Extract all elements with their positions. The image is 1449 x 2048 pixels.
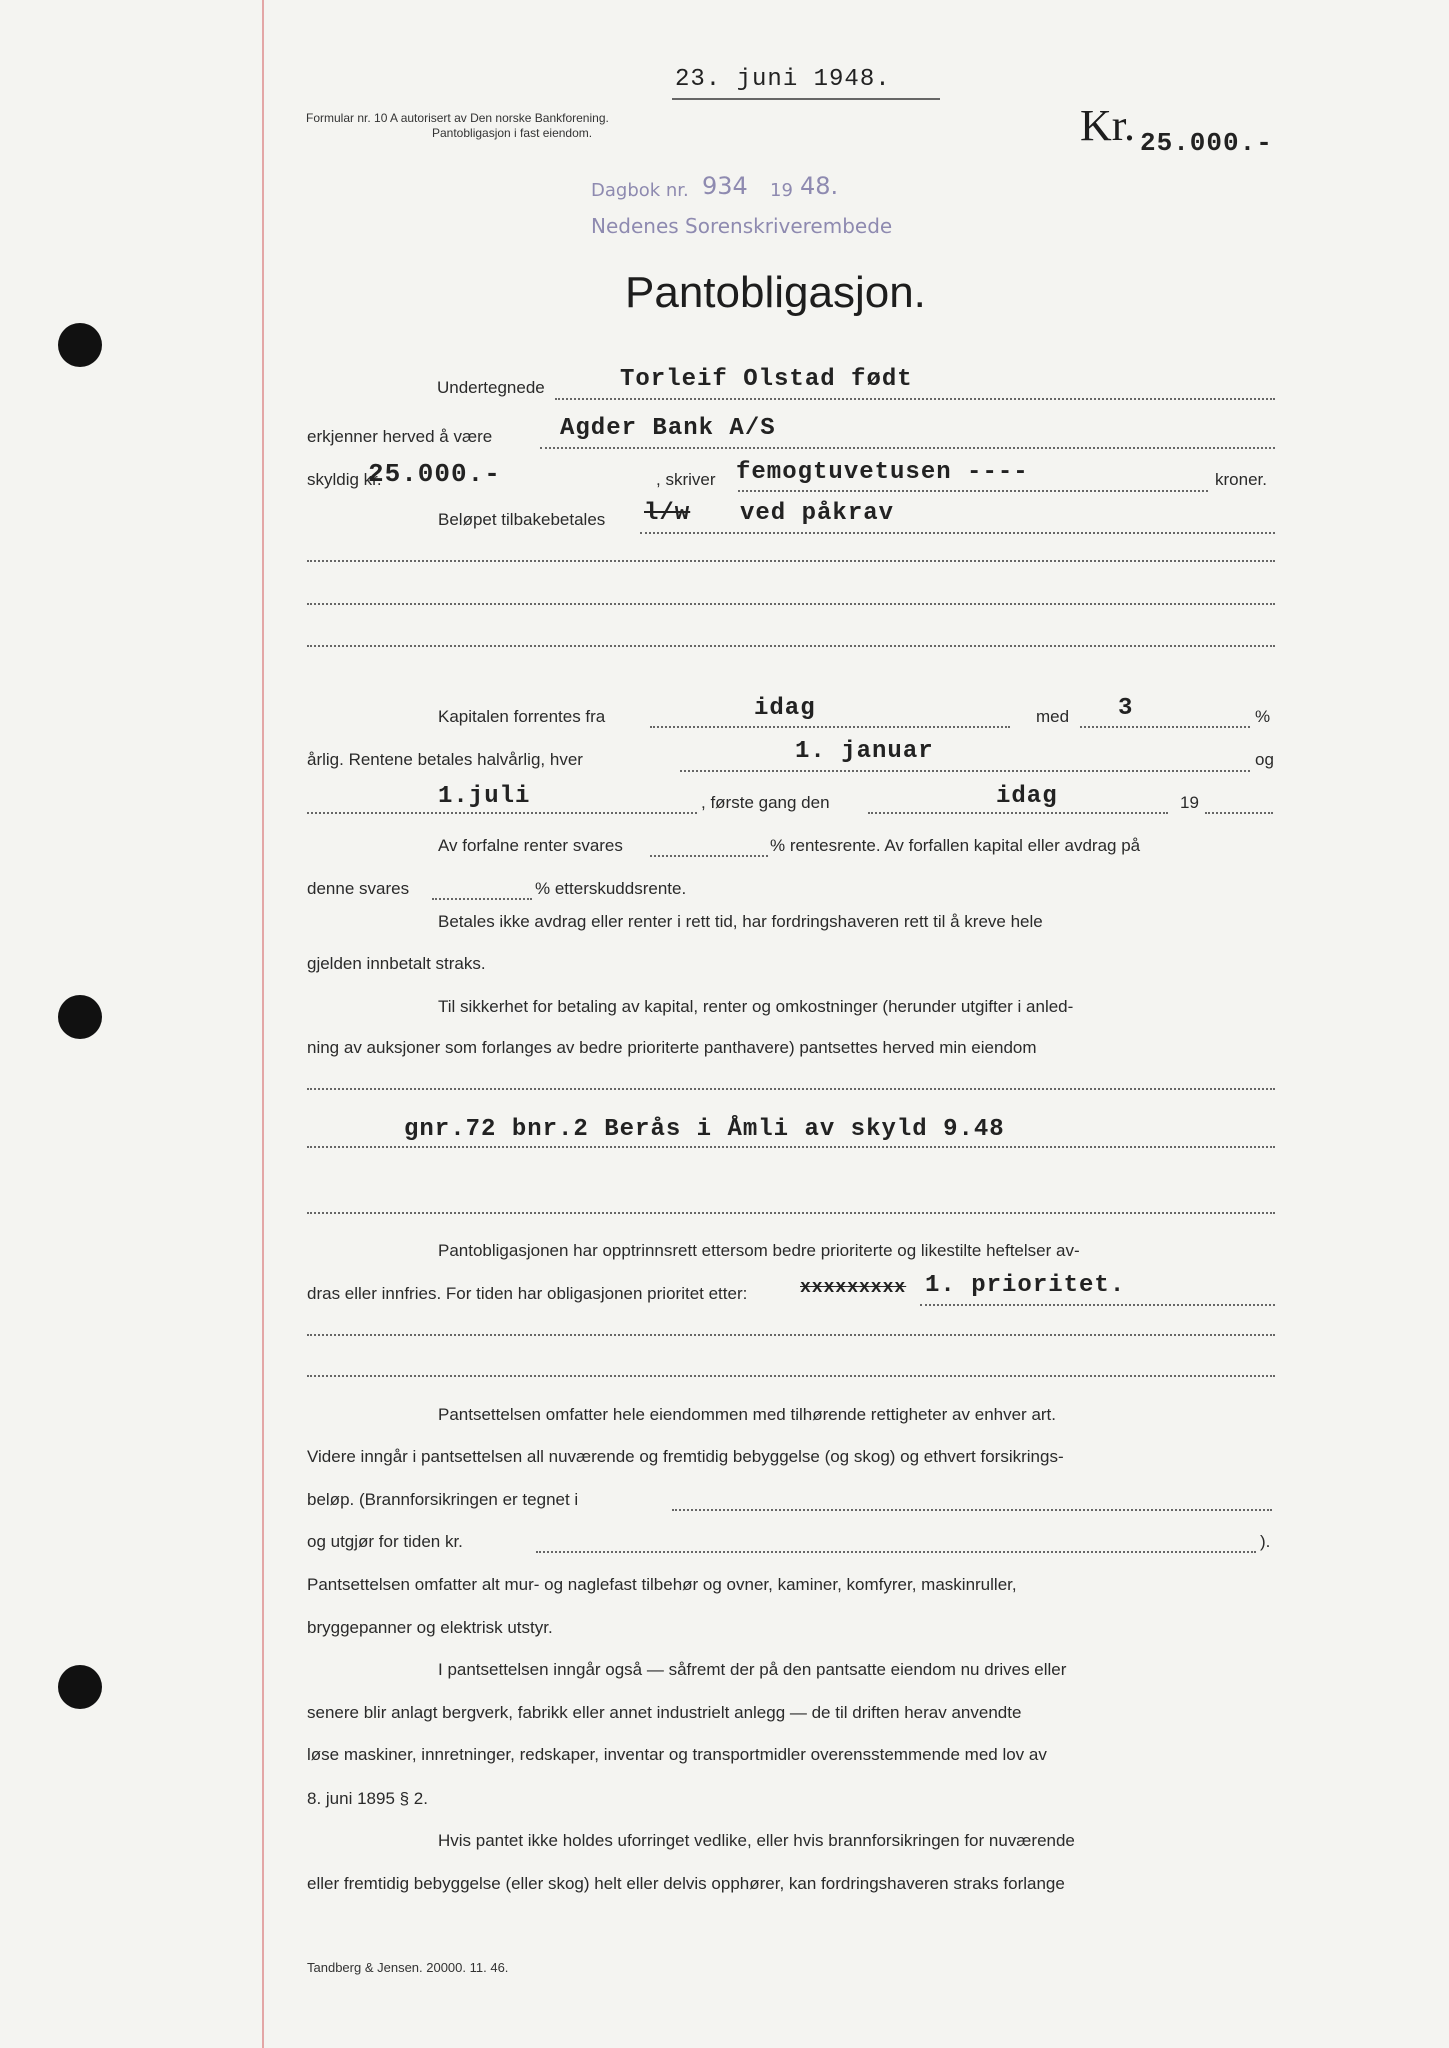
para-6a: Hvis pantet ikke holdes uforringet vedlike, eller hvis brannforsikringen for nuværende — [438, 1831, 1075, 1850]
belopet-value: ved påkrav — [740, 500, 895, 527]
denne-label: denne svares — [307, 879, 410, 898]
undertegnede-value: Torleif Olstad født — [620, 366, 913, 393]
skriver-line — [738, 490, 1208, 492]
office-stamp: Nedenes Sorenskriverembede — [591, 214, 893, 238]
para-1a: Betales ikke avdrag eller renter i rett tid, har fordringshaveren rett til å kreve hele — [438, 912, 1043, 931]
nineteen-label: 19 — [1180, 793, 1199, 812]
para-6b: eller fremtidig bebyggelse (eller skog) helt eller delvis opphører, kan fordringshaveren straks forlange — [307, 1874, 1065, 1893]
denne-blank — [432, 898, 532, 900]
para-4e: Pantsettelsen omfatter alt mur- og naglefast tilbehør og ovner, kaminer, komfyrer, maskinruller, — [307, 1575, 1017, 1594]
para-3b: dras eller innfries. For tiden har obligasjonen prioritet etter: — [307, 1284, 748, 1303]
para-2b: ning av auksjoner som forlanges av bedre prioriterte panthavere) pantsettes herved min eiendom — [307, 1038, 1037, 1057]
erkjenner-line — [540, 447, 1275, 449]
blank-line — [307, 1334, 1275, 1336]
forste-line — [868, 812, 1168, 814]
skriver-label: , skriver — [656, 470, 716, 489]
priority-struck: xxxxxxxxx — [800, 1278, 907, 1298]
blank-line — [307, 1375, 1275, 1377]
para-4b: Videre inngår i pantsettelsen all nuværende og fremtidig bebyggelse (og skog) og ethvert forsikrings- — [307, 1447, 1064, 1466]
blank-line — [307, 560, 1275, 562]
utgjor-line — [536, 1551, 1256, 1553]
undertegnede-label: Undertegnede — [437, 378, 545, 397]
para-4d-end: ). — [1260, 1532, 1271, 1551]
punch-hole — [58, 1665, 102, 1709]
form-note-2: Pantobligasjon i fast eiendom. — [432, 126, 593, 140]
skyldig-label: skyldig kr. — [307, 470, 382, 489]
date-value: 23. juni 1948. — [675, 66, 891, 93]
belopet-label: Beløpet tilbakebetales — [438, 510, 606, 529]
kapitalen-label: Kapitalen forrentes fra — [438, 707, 606, 726]
belopet-line — [640, 532, 1275, 534]
blank-line — [307, 1088, 1275, 1090]
januar-line — [680, 770, 1250, 772]
forste-label: , første gang den — [701, 793, 830, 812]
para-4c: beløp. (Brannforsikringen er tegnet i — [307, 1490, 579, 1509]
kr-label: Kr. — [1080, 101, 1135, 150]
para-4f: bryggepanner og elektrisk utstyr. — [307, 1618, 553, 1637]
erkjenner-value: Agder Bank A/S — [560, 415, 776, 442]
undertegnede-line — [555, 398, 1275, 400]
etterskudd-label: % etterskuddsrente. — [535, 879, 687, 898]
blank-line — [307, 645, 1275, 647]
skyldig-value: 25.000.- — [368, 459, 501, 489]
belopet-struck: l/w — [644, 500, 691, 527]
para-4a: Pantsettelsen omfatter hele eiendommen med tilhørende rettigheter av enhver art. — [438, 1405, 1057, 1424]
year-line — [1205, 812, 1273, 814]
og-label: og — [1255, 750, 1274, 769]
juli-line — [307, 812, 697, 814]
date-underline — [672, 98, 940, 100]
renter-blank — [650, 855, 768, 857]
forste-value: idag — [996, 783, 1058, 810]
para-4d: og utgjør for tiden kr. — [307, 1532, 463, 1551]
kroner-label: kroner. — [1215, 470, 1267, 489]
dagbok-number: 934 — [702, 172, 748, 200]
dagbok-year-prefix: 19 — [770, 180, 793, 201]
renter-label: Av forfalne renter svares — [438, 836, 623, 855]
dagbok-year: 48. — [800, 172, 839, 200]
para-5c: løse maskiner, innretninger, redskaper, inventar og transportmidler overensstemmende med lov av — [307, 1745, 1047, 1764]
para-1b: gjelden innbetalt straks. — [307, 954, 486, 973]
kapitalen-value: idag — [754, 695, 816, 722]
blank-line — [307, 603, 1275, 605]
para-5a: I pantsettelsen inngår også — såfremt der på den pantsatte eiendom nu drives eller — [438, 1660, 1067, 1679]
para-5d: 8. juni 1895 § 2. — [307, 1789, 428, 1808]
rate-line — [1080, 726, 1250, 728]
priority-value: 1. prioritet. — [925, 1272, 1126, 1299]
para-5b: senere blir anlagt bergverk, fabrikk eller annet industrielt anlegg — de til driften herav anvendte — [307, 1703, 1022, 1722]
punch-hole — [58, 323, 102, 367]
margin-rule — [262, 0, 264, 2048]
med-label: med — [1036, 707, 1070, 726]
priority-line — [920, 1304, 1275, 1306]
property-value: gnr.72 bnr.2 Berås i Åmli av skyld 9.48 — [404, 1116, 1005, 1143]
pct-sign: % — [1255, 707, 1271, 726]
skriver-value: femogtuvetusen ---- — [736, 459, 1029, 486]
rate-value: 3 — [1118, 695, 1134, 722]
erkjenner-label: erkjenner herved å være — [307, 427, 493, 446]
arlig-label: årlig. Rentene betales halvårlig, hver — [307, 750, 583, 769]
punch-hole — [58, 995, 102, 1039]
printer-footer: Tandberg & Jensen. 20000. 11. 46. — [307, 1960, 509, 1975]
kr-amount: 25.000.- — [1140, 128, 1273, 158]
form-note-1: Formular nr. 10 A autorisert av Den norske Bankforening. — [306, 111, 609, 125]
brann-line — [672, 1509, 1272, 1511]
blank-line — [307, 1212, 1275, 1214]
kapitalen-line — [650, 726, 1010, 728]
para-3a: Pantobligasjonen har opptrinnsrett ettersom bedre prioriterte og likestilte heftelser av- — [438, 1241, 1080, 1260]
renter-label-b: % rentesrente. Av forfallen kapital eller avdrag på — [770, 836, 1141, 855]
januar-value: 1. januar — [795, 738, 934, 765]
para-2a: Til sikkerhet for betaling av kapital, renter og omkostninger (herunder utgifter i anled- — [438, 997, 1074, 1016]
page-title: Pantobligasjon. — [625, 268, 926, 317]
property-line — [307, 1146, 1275, 1148]
dagbok-label: Dagbok nr. — [591, 180, 689, 201]
juli-value: 1.juli — [438, 783, 531, 810]
